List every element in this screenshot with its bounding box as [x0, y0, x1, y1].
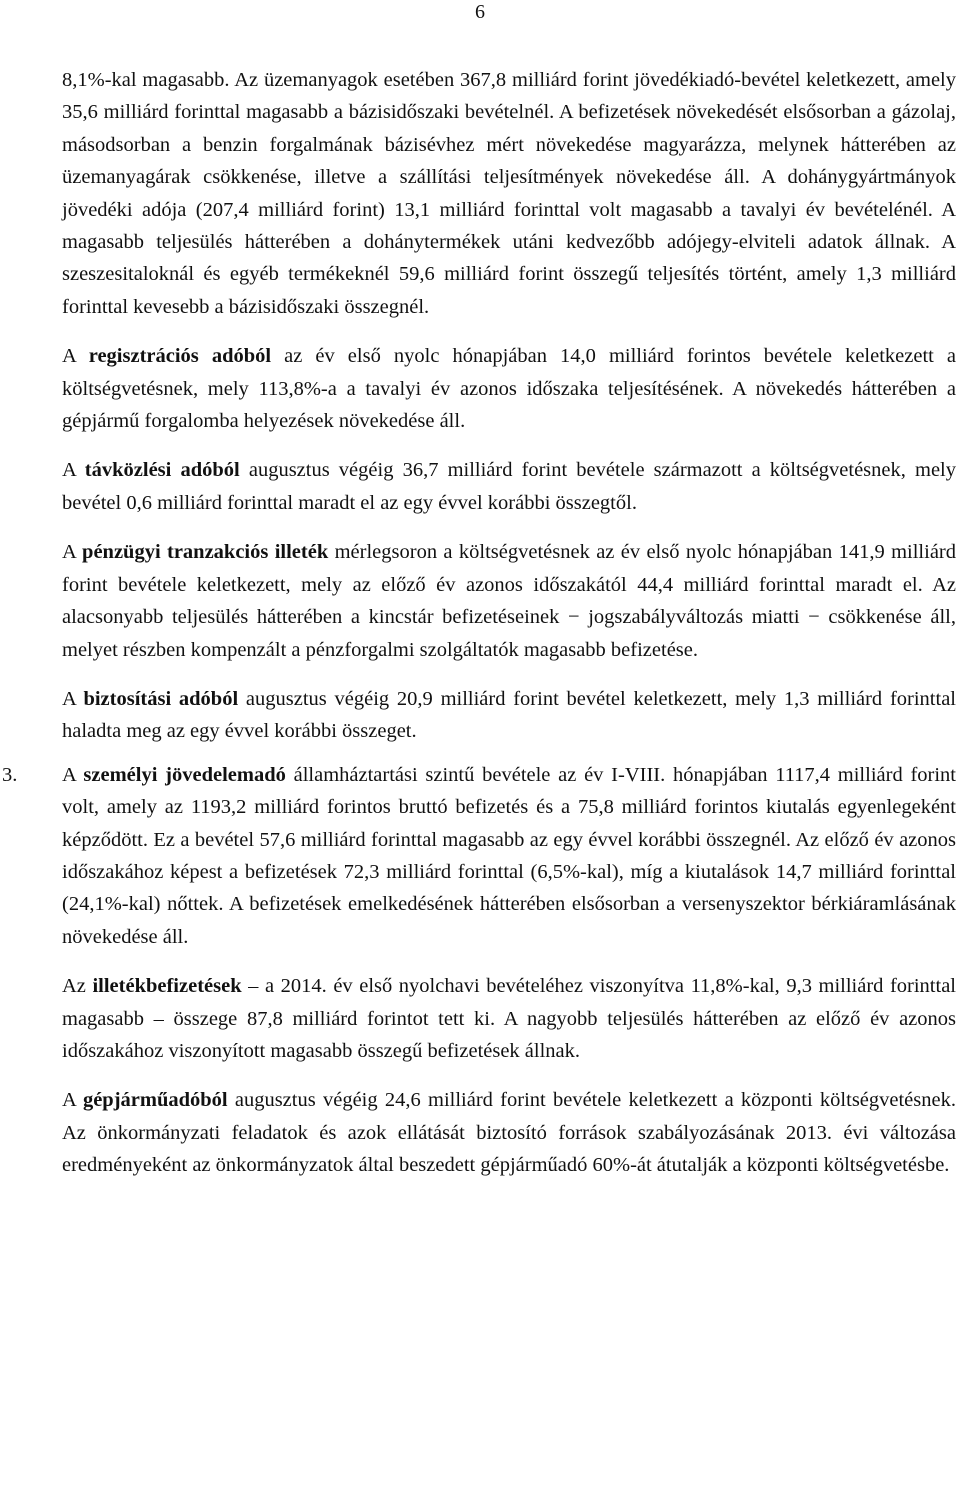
paragraph-registration-tax — [62, 340, 956, 437]
bold-term: pénzügyi tranzakciós illeték — [82, 541, 329, 564]
paragraph-text: augusztus végéig 24,6 milliárd forint bevétele keletkezett a központi költségvetésnek. Az önkormányzati feladatok és azok ellátását biztosító források szabályozásának 2013. évi változása eredményeként az önkormányzatok által beszedett gépjárműadó 60%-át átutalják a központi költségvetésbe. — [62, 1089, 956, 1177]
bold-term: biztosítási adóból — [83, 687, 239, 710]
paragraph-text: az év első nyolc hónapjában 14,0 milliárd forintos bevétele keletkezett a költségvetésnek, mely 113,8%-a a tavalyi év azonos időszaka teljesítésének. A növekedés hátterében a gépjármű forgalomba helyezések növekedése áll. — [62, 345, 956, 433]
paragraph-vehicle-tax — [62, 1084, 956, 1181]
paragraph-text: 8,1%-kal magasabb. Az üzemanyagok esetében 367,8 milliárd forint jövedékiadó-bevétel keletkezett, amely 35,6 milliárd forinttal magasabb a bázisidőszaki bevételnél. A befizetések növekedését elsősorban a gázolaj, másodsorban a benzin forgalmának bázisévhez mért növekedése magyarázza, melynek hátterében az üzemanyagárak csökkenése, illetve a szállítási teljesítmények növekedése áll. A dohánygyártmányok jövedéki adója (207,4 milliárd forint) 13,1 milliárd forinttal volt magasabb a tavalyi év bevételénél. A magasabb teljesülés hátterében a dohánytermékek utáni kedvezőbb adójegy-elviteli adatok állnak. A szeszesitaloknál és egyéb termékeknél 59,6 milliárd forint összegű teljesítés történt, amely 1,3 milliárd forinttal kevesebb a bázisidőszaki összegnél. — [62, 69, 956, 318]
paragraph-financial-transaction-duty — [62, 536, 956, 666]
bold-term: illetékbefizetések — [92, 975, 242, 998]
list-number: 3. — [2, 763, 18, 786]
paragraph-text-lead: A — [62, 1089, 83, 1112]
paragraph-text: államháztartási szintű bevétele az év I-VIII. hónapjában 1117,4 milliárd forint volt, amely az 1193,2 milliárd forintos bruttó befizetés és a 75,8 milliárd forintos kiutalás egyenlegeként képződött. Ez a bevétel 57,6 milliárd forinttal magasabb az egy évvel korábbi összegnél. Az előző év azonos időszakához képest a befizetések 72,3 milliárd forinttal (6,5%-kal), míg a kiutalások 14,7 milliárd forinttal (24,1%-kal) nőttek. A befizetések emelkedésének hátterében elsősorban a versenyszektor bérkiáramlásának növekedése áll. — [62, 763, 956, 948]
paragraph-telecom-tax — [62, 454, 956, 519]
paragraph-text-lead: A — [62, 459, 85, 482]
bold-term: személyi jövedelemadó — [83, 763, 286, 786]
paragraph-personal-income-tax — [2, 759, 956, 953]
paragraph-text: mérlegsoron a költségvetésnek az év első nyolc hónapjában 141,9 milliárd forint bevétele keletkezett, mely az előző év azonos időszakától 44,4 milliárd forinttal maradt el. Az alacsonyabb teljesülés hátterében a kincstár befizetéseinek − jogszabályváltozás miatti − csökkenése áll, melyet részben kompenzált a pénzforgalmi szolgáltatók magasabb befizetése. — [62, 541, 956, 661]
bold-term: regisztrációs adóból — [88, 345, 272, 368]
paragraph-text-lead: A — [62, 345, 89, 368]
paragraph-duty-payments — [62, 970, 956, 1067]
paragraph-text-lead: A — [62, 541, 83, 564]
paragraph-text-lead: Az — [62, 975, 93, 998]
paragraph-text-lead: A — [62, 763, 84, 786]
paragraph-text: augusztus végéig 36,7 milliárd forint bevétele származott a költségvetésnek, mely bevétel 0,6 milliárd forinttal maradt el az egy évvel korábbi összegtől. — [62, 459, 956, 514]
page-number: 6 — [475, 1, 485, 23]
paragraph-excise-continued — [62, 64, 956, 323]
paragraph-text: augusztus végéig 20,9 milliárd forint bevétel keletkezett, mely 1,3 milliárd forinttal haladta meg az egy évvel korábbi összeget. — [62, 687, 956, 743]
paragraph-text: – a 2014. év első nyolchavi bevételéhez viszonyítva 11,8%-kal, 9,3 milliárd forinttal magasabb – összege 87,8 milliárd forintot tett ki. A nagyobb teljesülés hátterében az előző év azonos időszakához viszonyított magasabb összegű befizetések állnak. — [62, 975, 956, 1062]
paragraph-text-lead: A — [62, 687, 84, 710]
paragraph-insurance-tax — [62, 683, 956, 748]
bold-term: távközlési adóból — [84, 459, 240, 482]
document-body — [2, 64, 956, 1199]
bold-term: gépjárműadóból — [82, 1089, 228, 1112]
